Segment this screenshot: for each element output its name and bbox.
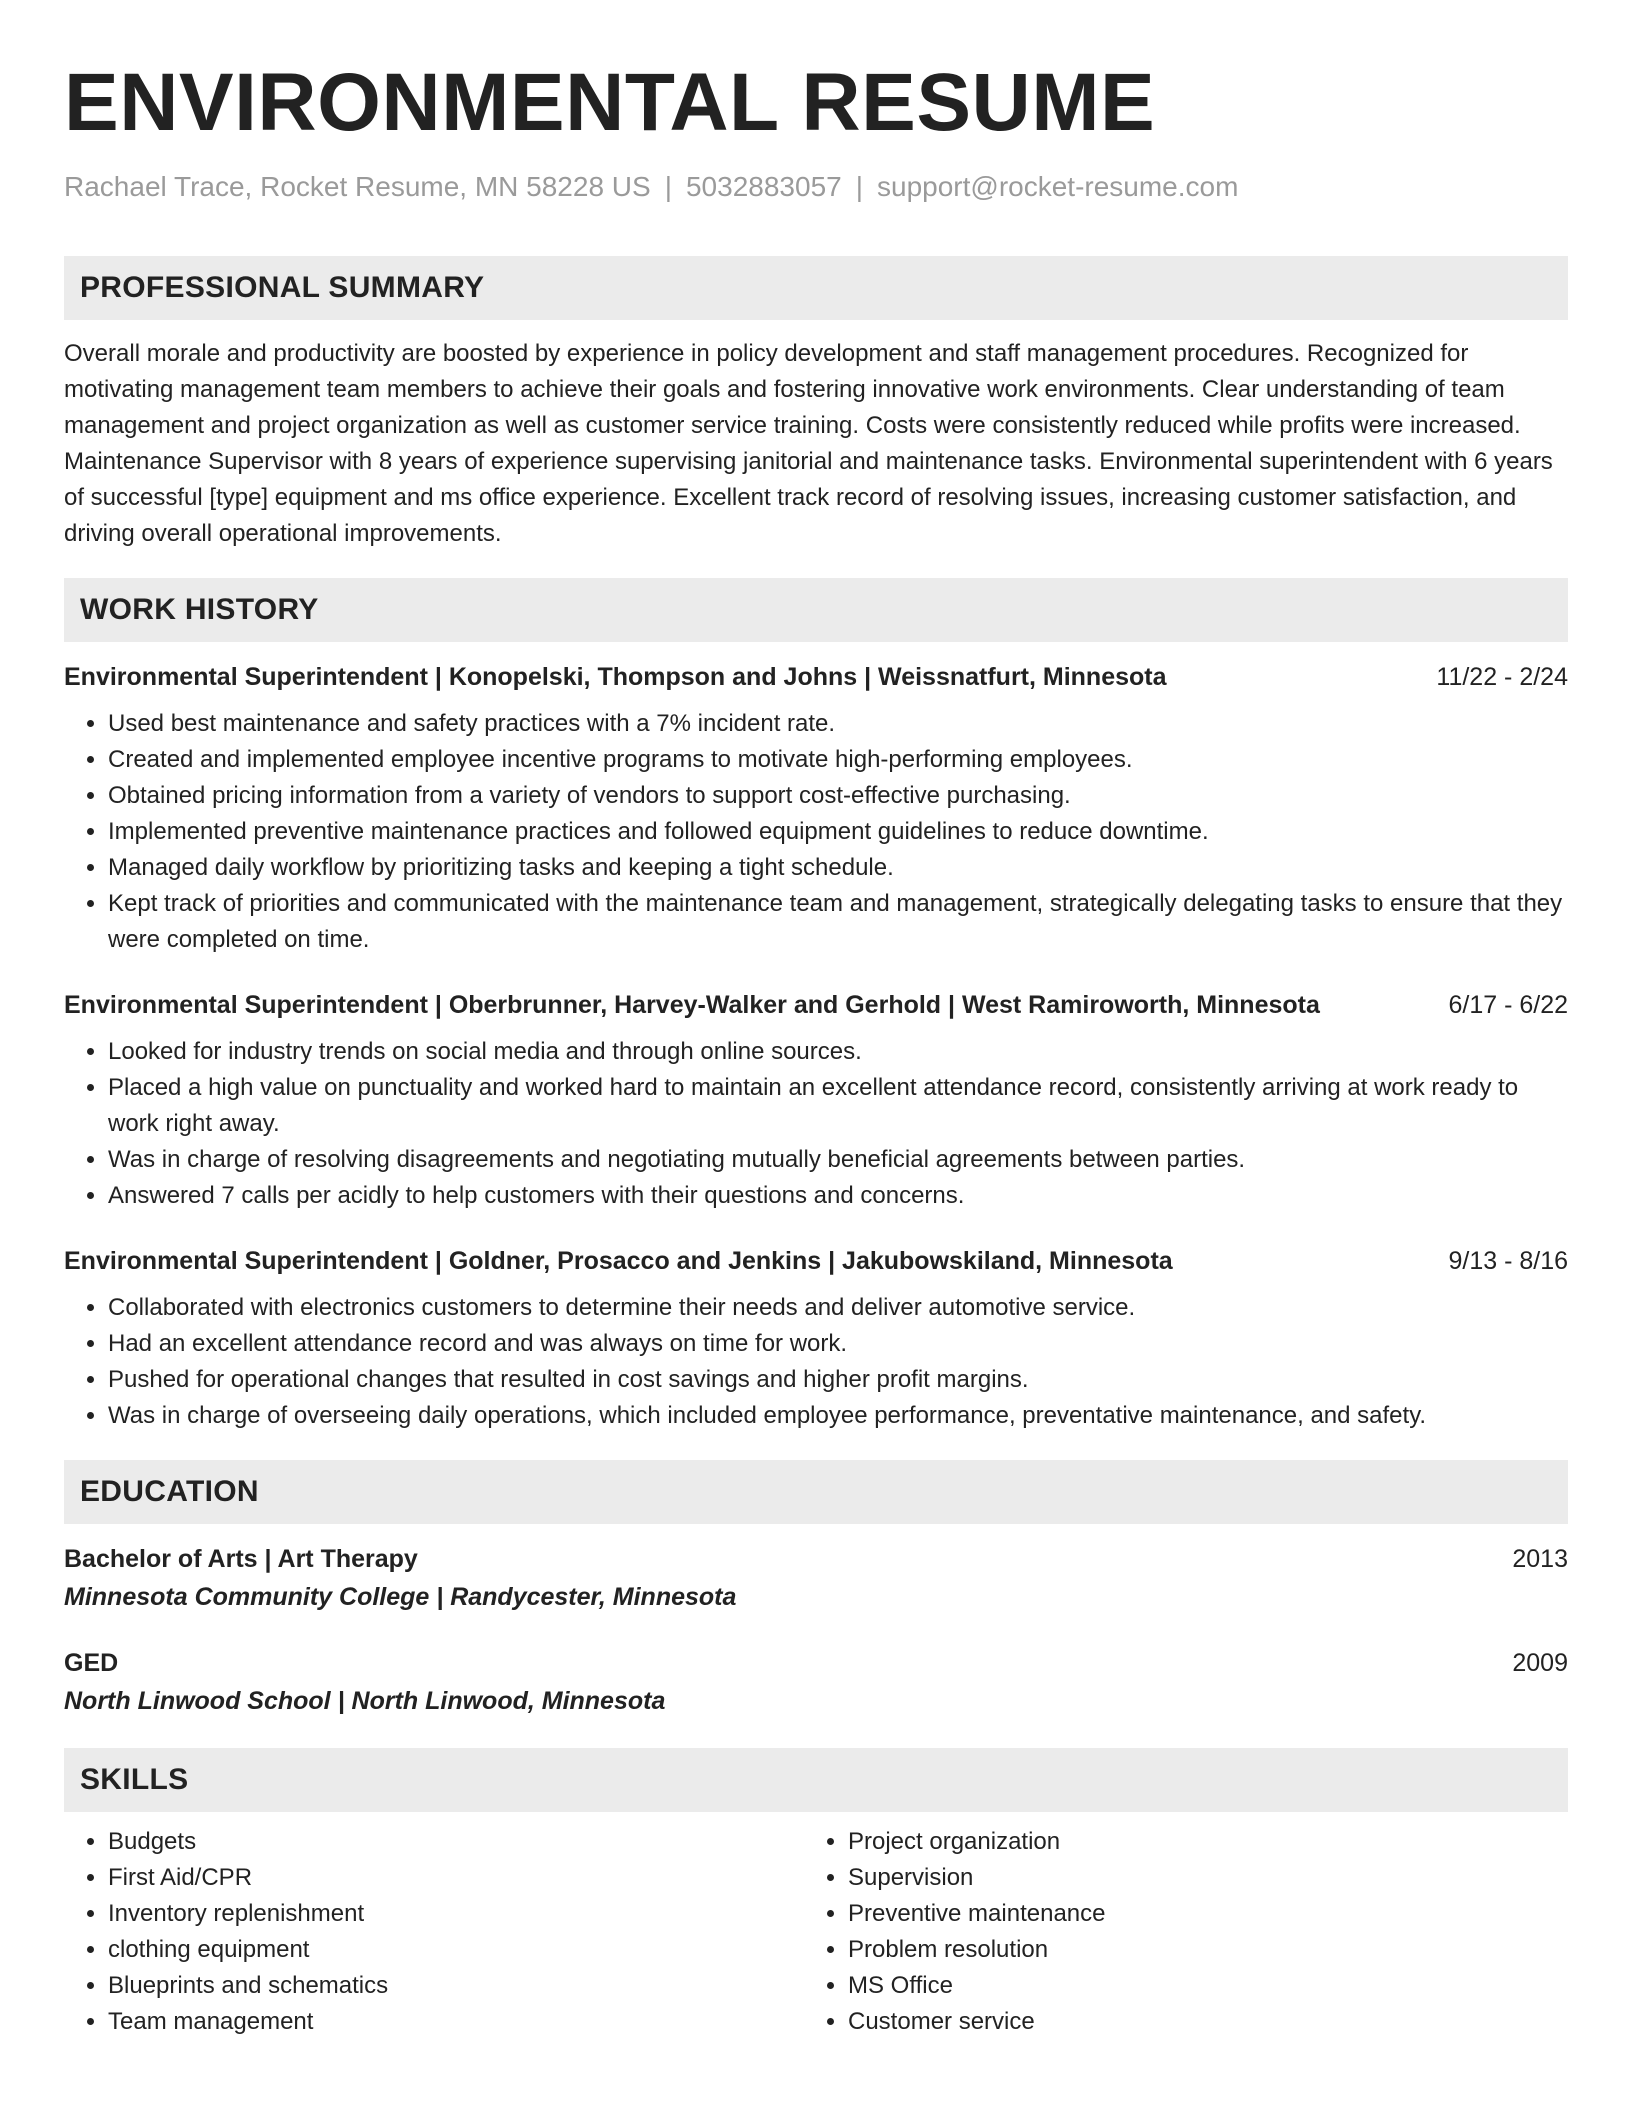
summary-text: Overall morale and productivity are boosted by experience in policy development and staff management procedures. Recognized for motivating management team members to achieve their goals and fostering innovative work environments. Clear understanding of team management and project organization as well as customer service training. Costs were consistently reduced while profits were increased. Maintenance Supervisor with 8 years of experience supervising janitorial and maintenance tasks. Environmental superintendent with 6 years of successful [type] equipment and ms office experience. Excellent track record of resolving issues, increasing customer satisfaction, and driving overall operational improvements. [64, 339, 1553, 547]
skill-item: • Problem resolution [848, 1932, 1564, 1968]
skill-item: • Team management [108, 2004, 804, 2040]
contact-line [64, 170, 1568, 204]
resume-title: ENVIRONMENTAL RESUME [64, 57, 1156, 148]
education-school: North Linwood School | North Linwood, Minnesota [64, 1686, 666, 1715]
job-title: Environmental Superintendent | Goldner, Prosacco and Jenkins | Jakubowskiland, Minnesota [64, 1246, 1173, 1275]
job-entry [64, 660, 1568, 958]
section-heading-work-history: WORK HISTORY [64, 578, 1568, 642]
contact-address: Rachael Trace, Rocket Resume, MN 58228 US [64, 171, 651, 202]
job-header [64, 660, 1568, 694]
skill-item: • Inventory replenishment [108, 1896, 804, 1932]
job-title: Environmental Superintendent | Konopelski, Thompson and Johns | Weissnatfurt, Minnesota [64, 662, 1167, 691]
list-item: • Created and implemented employee incentive programs to motivate high-performing employees. [108, 742, 1568, 778]
list-item: • Kept track of priorities and communicated with the maintenance team and management, strategically delegating tasks to ensure that they were completed on time. [108, 886, 1568, 958]
list-item: • Was in charge of overseeing daily operations, which included employee performance, preventative maintenance, and safety. [108, 1398, 1568, 1434]
education-school: Minnesota Community College | Randycester, Minnesota [64, 1582, 737, 1611]
contact-separator: | [664, 171, 672, 202]
contact-phone: 5032883057 [685, 171, 842, 202]
list-item: • Placed a high value on punctuality and worked hard to maintain an excellent attendance record, consistently arriving at work ready to work right away. [108, 1070, 1568, 1142]
education-header [64, 1646, 1568, 1680]
education-entry [64, 1646, 1568, 1718]
list-item: • Looked for industry trends on social media and through online sources. [108, 1034, 1568, 1070]
list-item: • Used best maintenance and safety practices with a 7% incident rate. [108, 706, 1568, 742]
skills-list-left [64, 1824, 804, 2040]
skill-item: • Customer service [848, 2004, 1564, 2040]
list-item: • Obtained pricing information from a variety of vendors to support cost-effective purchasing. [108, 778, 1568, 814]
contact-separator: | [855, 171, 863, 202]
section-heading-education: EDUCATION [64, 1460, 1568, 1524]
education-entry [64, 1542, 1568, 1614]
job-dates: 6/17 - 6/22 [1448, 990, 1568, 1019]
list-item: • Had an excellent attendance record and was always on time for work. [108, 1326, 1568, 1362]
list-item: • Collaborated with electronics customers to determine their needs and deliver automotive service. [108, 1290, 1568, 1326]
education-header [64, 1542, 1568, 1576]
job-bullets [64, 1034, 1568, 1214]
job-entry [64, 1244, 1568, 1434]
education-year: 2013 [1512, 1544, 1568, 1573]
skill-item: • clothing equipment [108, 1932, 804, 1968]
job-entry [64, 988, 1568, 1214]
job-header [64, 1244, 1568, 1278]
job-header [64, 988, 1568, 1022]
list-item: • Answered 7 calls per acidly to help customers with their questions and concerns. [108, 1178, 1568, 1214]
job-dates: 11/22 - 2/24 [1436, 662, 1568, 691]
contact-email: support@rocket-resume.com [877, 171, 1239, 202]
job-bullets [64, 1290, 1568, 1434]
skill-item: • Supervision [848, 1860, 1564, 1896]
list-item: • Managed daily workflow by prioritizing tasks and keeping a tight schedule. [108, 850, 1568, 886]
education-degree: GED [64, 1648, 119, 1677]
skill-item: • First Aid/CPR [108, 1860, 804, 1896]
section-heading-skills: SKILLS [64, 1748, 1568, 1812]
skill-item: • Blueprints and schematics [108, 1968, 804, 2004]
job-dates: 9/13 - 8/16 [1448, 1246, 1568, 1275]
section-heading-summary: PROFESSIONAL SUMMARY [64, 256, 1568, 320]
skills-columns [64, 1824, 1568, 2040]
skill-item: • MS Office [848, 1968, 1564, 2004]
education-year: 2009 [1512, 1648, 1568, 1677]
list-item: • Pushed for operational changes that resulted in cost savings and higher profit margins. [108, 1362, 1568, 1398]
job-bullets [64, 706, 1568, 958]
skill-item: • Project organization [848, 1824, 1564, 1860]
list-item: • Was in charge of resolving disagreements and negotiating mutually beneficial agreements between parties. [108, 1142, 1568, 1178]
skills-list-right [804, 1824, 1564, 2040]
job-title: Environmental Superintendent | Oberbrunner, Harvey-Walker and Gerhold | West Ramiroworth, Minnesota [64, 990, 1320, 1019]
skill-item: • Budgets [108, 1824, 804, 1860]
list-item: • Implemented preventive maintenance practices and followed equipment guidelines to reduce downtime. [108, 814, 1568, 850]
skill-item: • Preventive maintenance [848, 1896, 1564, 1932]
education-degree: Bachelor of Arts | Art Therapy [64, 1544, 418, 1573]
